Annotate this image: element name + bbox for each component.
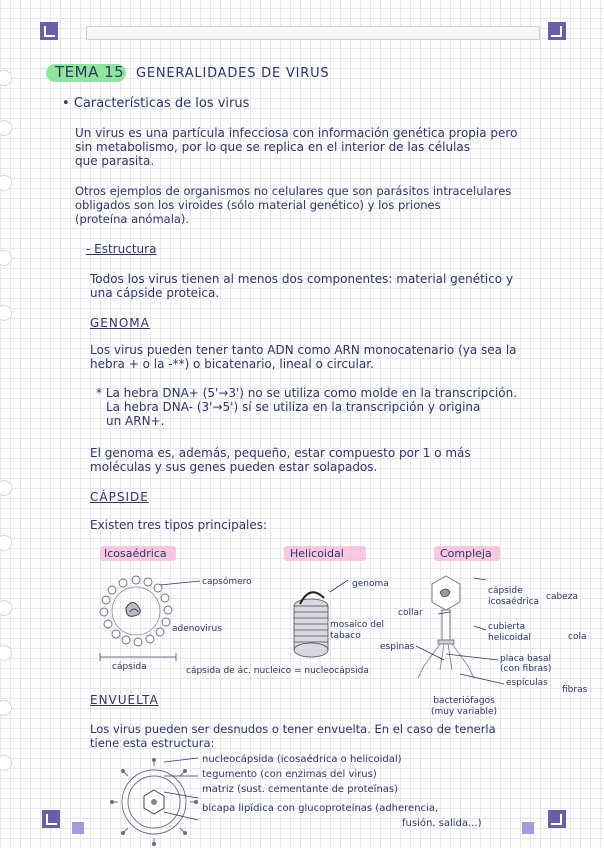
text-line: La hebra DNA- (3'→5') sí se utiliza en la transcripción y origina	[106, 400, 481, 414]
text-line: Los virus pueden ser desnudos o tener envuelta. En el caso de tenerla	[90, 722, 496, 736]
capside-heading: CÁPSIDE	[90, 490, 149, 504]
text-line: El genoma es, además, pequeño, estar compuesto por 1 o más	[90, 446, 471, 460]
text-line: Todos los virus tienen al menos dos componentes: material genético y	[90, 272, 514, 286]
text-line: sin metabolismo, por lo que se replica en el interior de las células	[75, 140, 470, 154]
envuelta-paragraph	[90, 722, 496, 750]
legend-line: fusión, salida...)	[402, 818, 482, 829]
legend-line: matriz (sust. cementante de proteínas)	[202, 784, 399, 795]
label-capsida-acido: cápsida de ác. nucleico = nucleocápsida	[186, 666, 369, 676]
label-cabeza: cabeza	[546, 592, 578, 602]
label-collar: collar	[398, 608, 423, 618]
legend-line: bicapa lipídica con glucoproteínas (adherencia,	[202, 803, 439, 814]
type-compleja: Compleja	[440, 547, 492, 560]
page-title: GENERALIDADES DE VIRUS	[136, 66, 330, 81]
label-cubierta: cubierta helicoidal	[488, 622, 531, 643]
estructura-heading: - Estructura	[86, 242, 157, 256]
text-line: que parasita.	[75, 154, 155, 168]
legend-line: tegumento (con enzimas del virus)	[202, 769, 377, 780]
type-helicoidal: Helicoidal	[290, 547, 344, 560]
bullet-dot-icon: •	[62, 96, 74, 111]
text-line: un ARN+.	[106, 414, 165, 428]
label-adenovirus: adenovirus	[172, 624, 222, 634]
text-line: tiene esta estructura:	[90, 736, 215, 750]
text-line: hebra + o la -**) o bicatenario, lineal o circular.	[90, 357, 374, 371]
text-line: Los virus pueden tener tanto ADN como ARN monocatenario (ya sea la	[90, 343, 517, 357]
envuelta-heading: ENVUELTA	[90, 693, 159, 707]
bullet-heading-text: Características de los virus	[73, 96, 250, 111]
label-capsida: cápsida	[112, 662, 147, 672]
label-capside-icos: cápside icosaédrica	[488, 586, 540, 607]
label-mosaico: mosaico del tabaco	[330, 620, 385, 641]
label-bacteriofagos: bacteriófagos (muy variable)	[431, 696, 497, 717]
tema-label: TEMA 15	[55, 63, 125, 81]
label-placa-basal: placa basal (con fibras)	[500, 654, 552, 674]
label-espiculas: espículas	[506, 678, 548, 688]
text-line: Otros ejemplos de organismos no celulares que son parásitos intracelulares	[75, 184, 512, 198]
text-line: moléculas y sus genes pueden estar solapados.	[90, 460, 378, 474]
label-capsomero: capsómero	[202, 577, 252, 587]
label-genoma: genoma	[352, 579, 389, 589]
genoma-heading: GENOMA	[90, 316, 150, 330]
text-line: * La hebra DNA+ (5'→3') no se utiliza como molde en la transcripción.	[96, 386, 518, 400]
label-cola: cola	[568, 632, 587, 642]
text-line: obligados son los viroides (sólo material genético) y los priones	[75, 198, 441, 212]
legend-line: nucleocápsida (icosaédrica o helicoidal)	[202, 754, 402, 765]
label-espinas: espinas	[380, 642, 415, 652]
text-line: Un virus es una partícula infecciosa con información genética propia pero	[75, 126, 518, 140]
capside-intro: Existen tres tipos principales:	[90, 518, 268, 532]
label-fibras: fibras	[562, 685, 588, 695]
type-icosaedrica: Icosaédrica	[104, 547, 167, 560]
text-line: una cápside proteica.	[90, 286, 220, 300]
text-line: (proteína anómala).	[75, 212, 190, 226]
envuelta-legend	[202, 752, 481, 831]
